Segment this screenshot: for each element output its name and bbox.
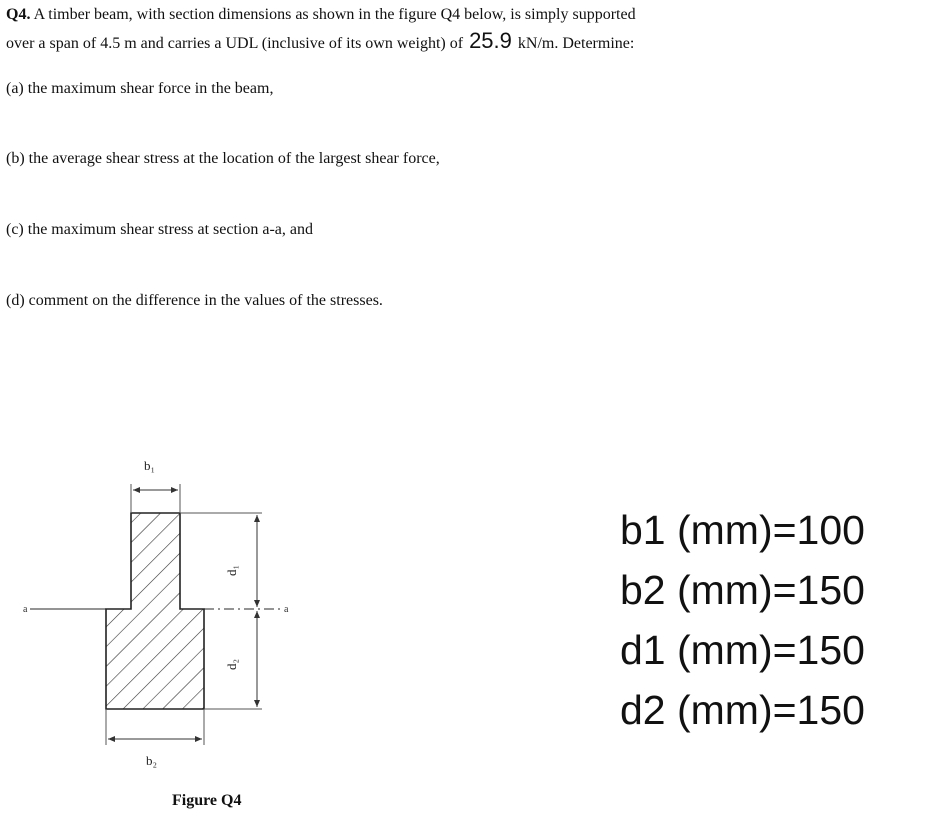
beam-section-figure xyxy=(0,440,320,814)
figure-caption: Figure Q4 xyxy=(172,792,242,809)
section-label-left: a xyxy=(23,604,28,615)
part-a: (a) the maximum shear force in the beam, xyxy=(6,80,274,97)
question-number: Q4. xyxy=(6,6,31,23)
question-line-2-text: over a span of 4.5 m and carries a UDL (inclusive of its own weight) of xyxy=(6,35,464,52)
b1-label: b₁ xyxy=(144,458,156,473)
dimension-b1: b1 (mm)=100 xyxy=(620,507,865,553)
b2-label: b₂ xyxy=(146,753,158,768)
part-b: (b) the average shear stress at the location of the largest shear force, xyxy=(6,150,440,167)
question-line-1-text: A timber beam, with section dimensions as shown in the figure Q4 below, is simply supported xyxy=(33,6,636,23)
dimension-values xyxy=(620,500,865,740)
question-line-2-unit: kN/m. Determine: xyxy=(517,35,635,52)
question-line-2 xyxy=(6,28,634,54)
part-d: (d) comment on the difference in the values of the stresses. xyxy=(6,292,383,309)
dimension-b2: b2 (mm)=150 xyxy=(620,567,865,613)
part-c: (c) the maximum shear stress at section a-a, and xyxy=(6,221,313,238)
dimension-d1: d1 (mm)=150 xyxy=(620,627,865,673)
beam-cross-section xyxy=(106,513,204,709)
udl-load-value: 25.9 xyxy=(469,28,512,53)
d2-label: d₂ xyxy=(224,658,239,670)
section-label-right: a xyxy=(284,604,289,615)
d1-label: d₁ xyxy=(224,564,239,576)
dimension-d2: d2 (mm)=150 xyxy=(620,687,865,733)
question-line-1 xyxy=(6,6,636,24)
